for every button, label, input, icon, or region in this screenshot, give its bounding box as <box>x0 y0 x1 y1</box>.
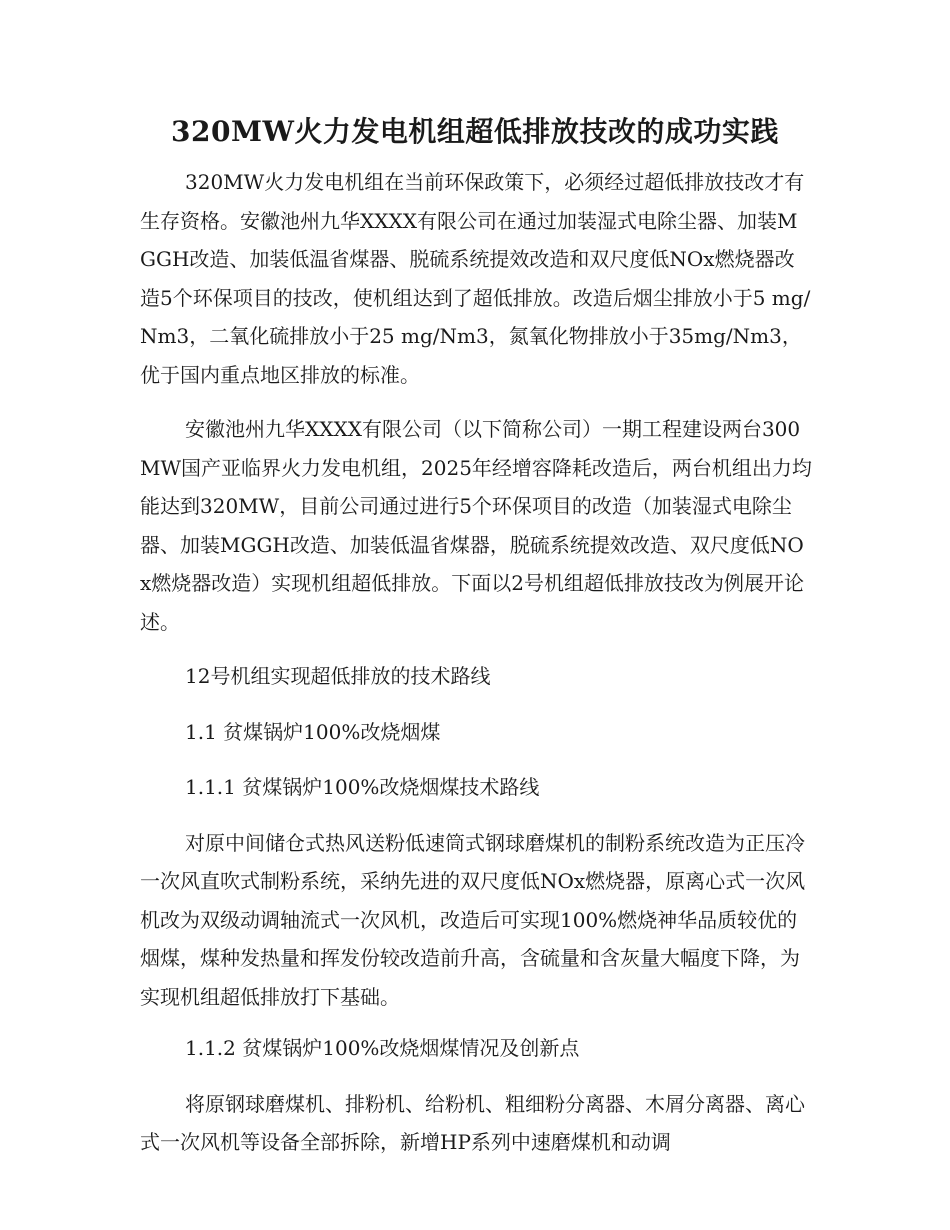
section-heading-1: 12号机组实现超低排放的技术路线 <box>185 664 491 688</box>
section-heading-1-1-2: 1.1.2 贫煤锅炉100%改烧烟煤情况及创新点 <box>185 1036 580 1060</box>
paragraph-technical-route: 对原中间储仓式热风送粉低速筒式钢球磨煤机的制粉系统改造为正压冷一次风直吹式制粉系统，采纳先进的双尺度低NOx燃烧器，原离心式一次风机改为双级动调轴流式一次风机，改造后可实现100%燃烧神华品质较优的烟煤，煤种发热量和挥发份较改造前升高，含硫量和含灰量大幅度下降，为实现机组超低排放打下基础。 <box>140 830 806 1009</box>
section-heading-1-1: 1.1 贫煤锅炉100%改烧烟煤 <box>185 719 441 744</box>
paragraph-intro: 320MW火力发电机组在当前环保政策下，必须经过超低排放技改才有生存资格。安徽池州九华XXXX有限公司在通过加装湿式电除尘器、加装MGGH改造、加装低温省煤器、脱硫系统提效改造和双尺度低NOx燃烧器改造5个环保项目的技改，使机组达到了超低排放。改造后烟尘排放小于5 mg/Nm3，二氧化硫排放小于25 mg/Nm3，氮氧化物排放小于35mg/Nm3，优于国内重点地区排放的标准。 <box>140 170 811 387</box>
document-body <box>140 163 812 1178</box>
paragraph-background: 安徽池州九华XXXX有限公司（以下简称公司）一期工程建设两台300MW国产亚临界火力发电机组，2025年经增容降耗改造后，两台机组出力均能达到320MW，目前公司通过进行5个环保项目的改造（加装湿式电除尘器、加装MGGH改造、加装低温省煤器，脱硫系统提效改造、双尺度低NOx燃烧器改造）实现机组超低排放。下面以2号机组超低排放技改为例展开论述。 <box>140 417 812 634</box>
paragraph-equipment-removal: 将原钢球磨煤机、排粉机、给粉机、粗细粉分离器、木屑分离器、离心式一次风机等设备全部拆除，新增HP系列中速磨煤机和动调 <box>140 1091 805 1154</box>
section-heading-1-1-1: 1.1.1 贫煤锅炉100%改烧烟煤技术路线 <box>185 775 540 799</box>
document-title: 320MW火力发电机组超低排放技改的成功实践 <box>171 115 779 148</box>
